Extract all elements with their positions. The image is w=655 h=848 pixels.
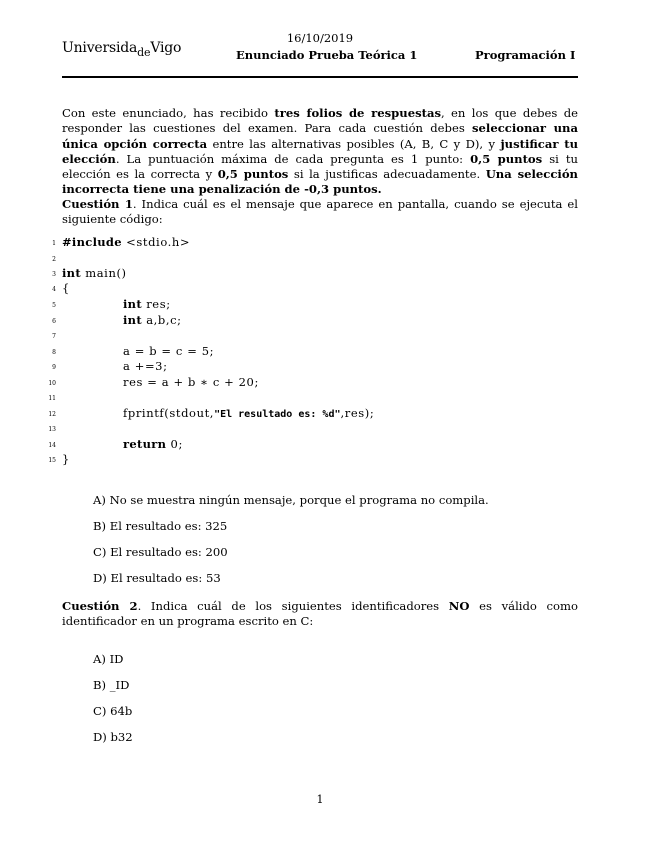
question-1-label: Cuestión 1	[62, 197, 133, 211]
q2-option-b: B) _ID	[93, 678, 130, 692]
header-divider	[62, 76, 578, 78]
logo-text-universidad: Universida	[62, 40, 138, 56]
university-logo	[62, 40, 182, 59]
q1-option-b: B) El resultado es: 325	[93, 519, 228, 533]
instructions-paragraph: Con este enunciado, has recibido tres folios de respuestas, en los que debes de responder las cuestiones del examen. Para cada cuestión debes seleccionar una única opción correcta entre las alternativas posibles (A, B, C y D), y justificar tu elección. La puntuación máxima de cada pregunta es 1 punto: 0,5 puntos si tu elección es la correcta y 0,5 puntos si la justificas adecuadamente. Una selección incorrecta tiene una penalización de -0,3 puntos.	[62, 106, 578, 197]
question-1-statement: Cuestión 1. Indica cuál es el mensaje que aparece en pantalla, cuando se ejecuta el siguiente código:	[62, 197, 578, 227]
question-2-statement: Cuestión 2. Indica cuál de los siguientes identificadores NO es válido como identificador en un programa escrito en C:	[62, 599, 578, 629]
q1-option-d: D) El resultado es: 53	[93, 571, 221, 585]
logo-text-vigo: Vigo	[150, 40, 182, 56]
page-number: 1	[316, 793, 324, 806]
logo-text-de: de	[137, 46, 151, 59]
question-2-label: Cuestión 2	[62, 599, 138, 613]
q1-option-c: C) El resultado es: 200	[93, 545, 228, 559]
q2-option-d: D) b32	[93, 730, 133, 744]
header-date: 16/10/2019	[286, 31, 354, 45]
q2-option-c: C) 64b	[93, 704, 133, 718]
q1-option-a: A) No se muestra ningún mensaje, porque el programa no compila.	[93, 493, 489, 507]
exam-page: 16/10/2019 Universida$_{de}$Vigo Enunciado Prueba Teórica 1 Programación I Con este enunciado, has recibido tres folios de respuestas, en los que debes de responder las cuestiones del examen. Para cada cuestión debes seleccionar una única opción correcta entre las alternativas posibles (A, B, C y D), y justificar tu elección. La puntuación máxima de cada pregunta es 1 punto: 0,5 puntos si tu elección es la correcta y 0,5 puntos si la justificas adecuadamente. Una selección incorrecta tiene una penalización de -0,3 puntos. Cuestión 1. Indica cuál es el mensaje que aparece en pantalla, cuando se ejecuta el siguiente código: 1 #include <stdio.h> 2 3 int main() 4 { 5 int res; 6 int a,b,c; 7 8 a = b = c = 5; 9 a +=3; 10 res = a + b ∗ c + 20; 11 12 fprintf(stdout,"El resultado es: %d",res); 13 14 return 0; 15 } A) No se muestra ningún mensaje, porque el programa no compila. B) El resultado es: 325 C) El resultado es: 200 D) El resultado es: 53 Cuestión 2. Indica cuál de los siguientes identificadores NO es válido como identificador en un programa escrito en C: A) ID B) _ID C) 64b D) b32 1	[0, 0, 655, 848]
course-name: Programación I	[475, 48, 576, 62]
exam-title: Enunciado Prueba Teórica 1	[236, 48, 418, 62]
q2-option-a: A) ID	[93, 652, 124, 666]
